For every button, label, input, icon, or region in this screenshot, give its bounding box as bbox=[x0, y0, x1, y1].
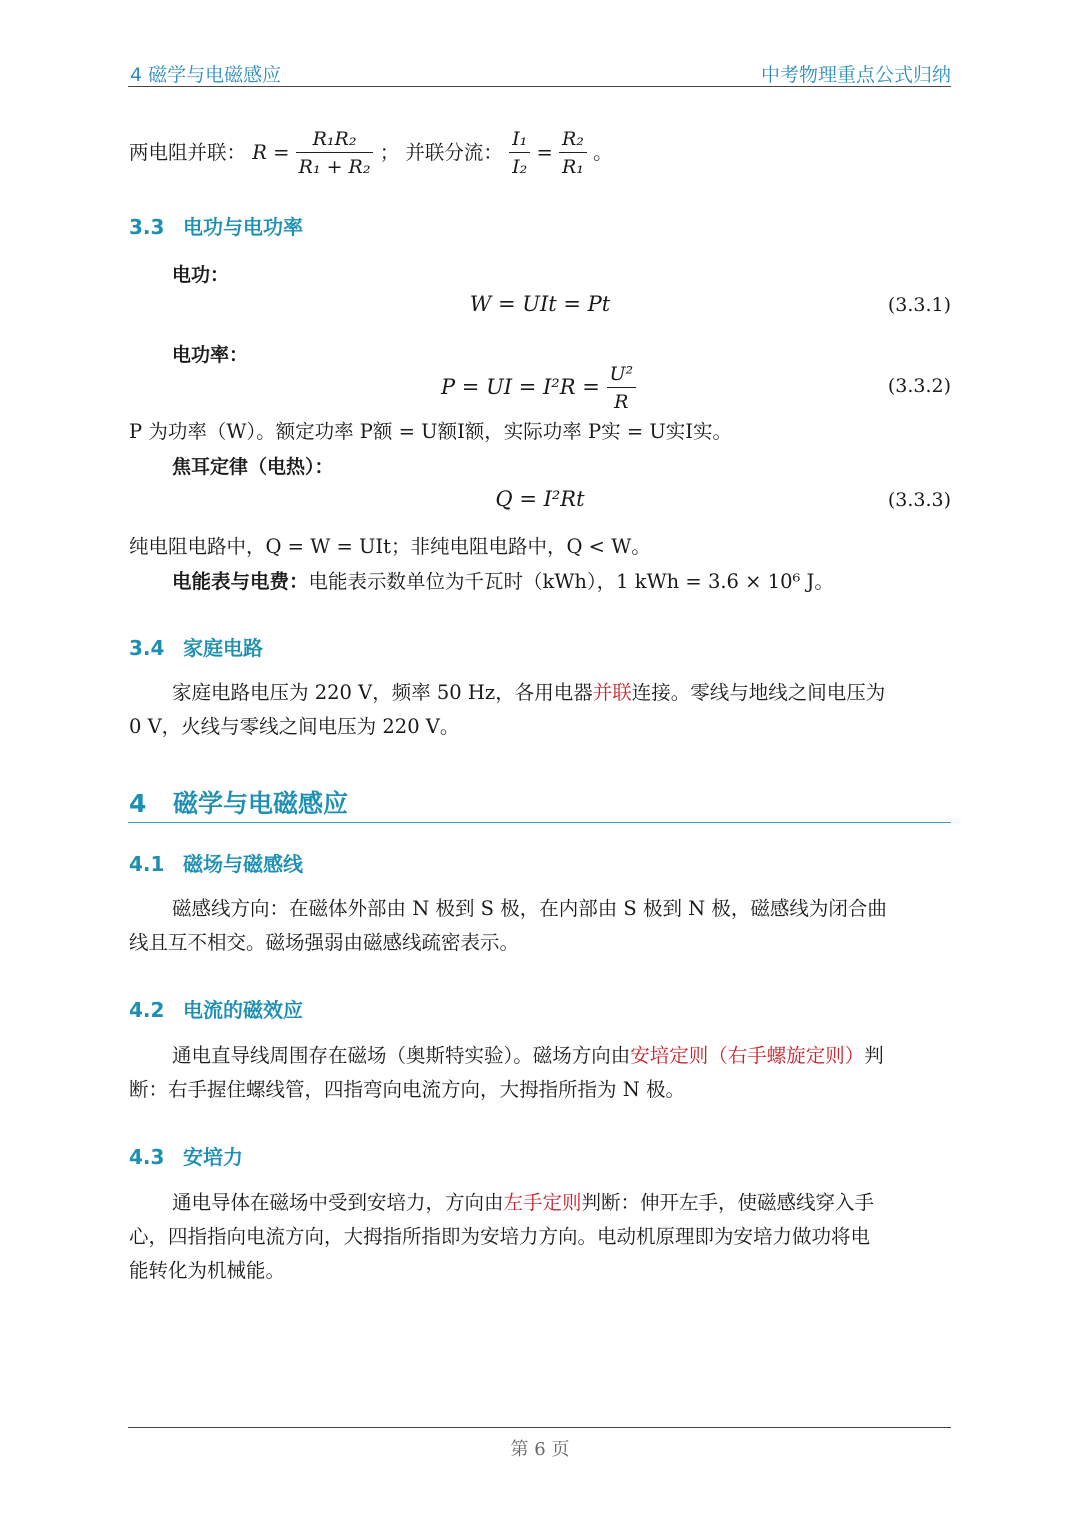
header-rule bbox=[128, 86, 951, 87]
highlight-left-hand-rule: 左手定则 bbox=[503, 1191, 582, 1214]
equation-3-3-3: Q = I²Rt bbox=[495, 487, 585, 511]
section-title: 家庭电路 bbox=[183, 636, 263, 660]
chapter-heading-4 bbox=[129, 784, 348, 820]
joule-note: 纯电阻电路中，Q = W = UIt；非纯电阻电路中，Q < W。 bbox=[129, 535, 651, 558]
equation-3-3-2 bbox=[441, 358, 636, 416]
fraction-r-parallel bbox=[296, 128, 374, 179]
equation-left: P = UI = I²R = bbox=[441, 375, 607, 399]
section-number: 3.3 bbox=[129, 215, 165, 239]
section-title: 电功与电功率 bbox=[183, 215, 303, 239]
r-eq: R = bbox=[252, 141, 296, 164]
section-title: 安培力 bbox=[183, 1145, 243, 1169]
footer-rule bbox=[128, 1427, 951, 1428]
fraction-resistance-ratio bbox=[559, 128, 587, 179]
section-heading-4-1 bbox=[129, 848, 303, 877]
highlight-parallel: 并联 bbox=[592, 681, 632, 704]
equation-number-3-3-2: (3.3.2) bbox=[887, 375, 951, 397]
fraction-denominator: R₁ + R₂ bbox=[298, 156, 371, 178]
text: 连接。零线与地线之间电压为 bbox=[631, 681, 886, 704]
fraction-numerator: U² bbox=[607, 363, 637, 388]
equation-number-3-3-3: (3.3.3) bbox=[887, 489, 951, 511]
parallel-formula-line bbox=[129, 128, 951, 179]
section-heading-3-4 bbox=[129, 632, 263, 661]
section-heading-3-3 bbox=[129, 211, 303, 240]
fraction-u2-over-r bbox=[607, 363, 637, 414]
current-divider-label: 并联分流： bbox=[405, 141, 503, 164]
section-title: 电流的磁效应 bbox=[183, 998, 303, 1022]
text: 通电直导线周围存在磁场（奥斯特实验）。磁场方向由 bbox=[172, 1044, 631, 1067]
section-number: 4.3 bbox=[129, 1145, 165, 1169]
electric-work-label: 电功： bbox=[172, 264, 230, 286]
energy-meter-label: 电能表与电费： bbox=[172, 570, 309, 593]
section-heading-4-2 bbox=[129, 994, 303, 1023]
period: 。 bbox=[593, 141, 613, 164]
ampere-force-line-3: 能转化为机械能。 bbox=[129, 1259, 286, 1282]
household-circuit-line-1 bbox=[172, 676, 952, 710]
equation-number-3-3-1: (3.3.1) bbox=[887, 294, 951, 316]
joule-law-label: 焦耳定律（电热）： bbox=[172, 456, 334, 478]
separator: ； bbox=[379, 141, 400, 164]
ampere-force-line-1 bbox=[172, 1186, 952, 1220]
section-number: 3.4 bbox=[129, 636, 165, 660]
fraction-numerator: R₁R₂ bbox=[296, 128, 374, 153]
section-number: 4.1 bbox=[129, 852, 165, 876]
section-number: 4.2 bbox=[129, 998, 165, 1022]
magnetic-lines-line-2: 线且互不相交。磁场强弱由磁感线疏密表示。 bbox=[129, 931, 520, 954]
fraction-numerator: I₁ bbox=[509, 128, 530, 153]
fraction-denominator: R bbox=[614, 391, 629, 413]
equation-3-3-1: W = UIt = Pt bbox=[469, 292, 611, 316]
fraction-denominator: R₁ bbox=[562, 156, 584, 178]
text: 家庭电路电压为 220 V，频率 50 Hz，各用电器 bbox=[172, 681, 593, 704]
text: 通电导体在磁场中受到安培力，方向由 bbox=[172, 1191, 504, 1214]
current-magnetic-effect-line-1 bbox=[172, 1039, 952, 1073]
current-magnetic-effect-line-2: 断：右手握住螺线管，四指弯向电流方向，大拇指所指为 N 极。 bbox=[129, 1078, 685, 1101]
equals-sign: = bbox=[536, 141, 559, 164]
section-title: 磁场与磁感线 bbox=[183, 852, 303, 876]
chapter-rule bbox=[128, 822, 951, 823]
energy-meter-text: 电能表示数单位为千瓦时（kWh），1 kWh = 3.6 × 10⁶ J。 bbox=[308, 570, 834, 593]
magnetic-lines-line-1: 磁感线方向：在磁体外部由 N 极到 S 极，在内部由 S 极到 N 极，磁感线为闭合曲 bbox=[172, 897, 887, 920]
household-circuit-line-2: 0 V，火线与零线之间电压为 220 V。 bbox=[129, 715, 460, 738]
electric-power-label: 电功率： bbox=[172, 344, 249, 366]
text: 判 bbox=[864, 1044, 884, 1067]
parallel-label: 两电阻并联： bbox=[129, 141, 247, 164]
text: 判断：伸开左手，使磁感线穿入手 bbox=[581, 1191, 875, 1214]
fraction-numerator: R₂ bbox=[559, 128, 587, 153]
ampere-force-line-2: 心，四指指向电流方向，大拇指所指即为安培力方向。电动机原理即为安培力做功将电 bbox=[129, 1225, 871, 1248]
fraction-denominator: I₂ bbox=[512, 156, 528, 178]
section-heading-4-3 bbox=[129, 1141, 243, 1170]
chapter-number: 4 bbox=[129, 789, 147, 818]
chapter-title: 磁学与电磁感应 bbox=[173, 789, 349, 818]
page-number: 第 6 页 bbox=[510, 1439, 570, 1460]
power-note: P 为功率（W）。额定功率 P额 = U额I额，实际功率 P实 = U实I实。 bbox=[129, 420, 732, 443]
running-header-chapter: 4 磁学与电磁感应 bbox=[130, 64, 282, 86]
energy-meter-paragraph bbox=[172, 565, 952, 599]
running-header-title: 中考物理重点公式归纳 bbox=[760, 64, 951, 86]
fraction-current-ratio bbox=[509, 128, 530, 179]
highlight-ampere-rule: 安培定则（右手螺旋定则） bbox=[630, 1044, 865, 1067]
